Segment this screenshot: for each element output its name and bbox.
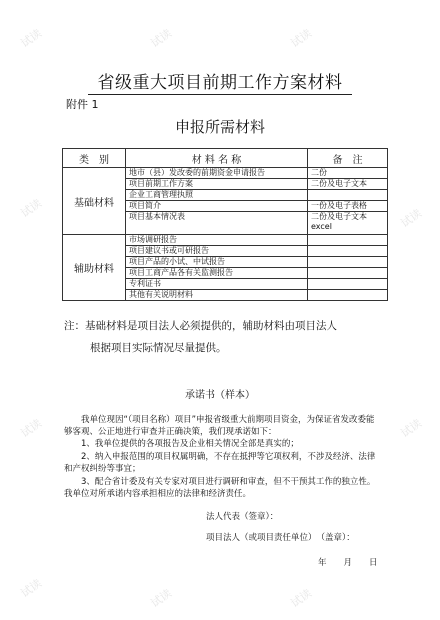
remark-cell — [308, 257, 388, 268]
section-subtitle: 申报所需材料 — [174, 118, 265, 136]
remark-cell: 二份及电子文本 excel — [308, 212, 388, 235]
material-name-cell: 企业工商管理执照 — [126, 190, 308, 201]
material-name-cell: 项目建议书或可研报告 — [126, 246, 308, 257]
document-title: 省级重大项目前期工作方案材料 — [88, 68, 352, 95]
header-remark: 备 注 — [308, 149, 388, 168]
remark-cell: 二份 — [308, 168, 388, 179]
material-name-cell: 项目简介 — [126, 201, 308, 212]
material-name-cell: 项目工商产品各有关监测报告 — [126, 268, 308, 279]
watermark-text: 试读 — [288, 586, 315, 611]
pledge-paragraph-1: 我单位现因“（项目名称）项目”申报省级重大前期项目资金，为保证省发改委能够客观、公正地进行审查并正确决策，我们现承诺如下： — [64, 415, 375, 437]
watermark-text: 试读 — [398, 416, 425, 441]
date-line: 年 月 日 — [318, 558, 378, 568]
remark-cell — [308, 279, 388, 290]
remark-cell — [308, 290, 388, 301]
pledge-paragraph-4: 3、配合省计委及有关专家对项目进行调研和审查，但不干预其工作的独立性。我单位对所承诺内容承担相应的法律和经济责任。 — [64, 477, 376, 499]
watermark-text: 试读 — [398, 206, 425, 231]
pledge-title: 承诺书（样本） — [185, 390, 255, 401]
header-material-name: 材 料 名 称 — [126, 149, 308, 168]
watermark-text: 试读 — [148, 26, 175, 51]
material-name-cell: 项目基本情况表 — [126, 212, 308, 235]
watermark-text: 试读 — [18, 416, 45, 441]
note-line-2: 根据项目实际情况尽量提供。 — [90, 342, 227, 354]
pledge-paragraph-3: 2、纳入申报范围的项目权属明确，不存在抵押等它项权利，不涉及经济、法律和产权纠纷等事宜； — [64, 452, 376, 474]
table-header-row — [63, 149, 388, 168]
material-name-cell: 其他有关说明材料 — [126, 290, 308, 301]
remark-cell — [308, 190, 388, 201]
remark-cell: 一份及电子表格 — [308, 201, 388, 212]
watermark-text: 试读 — [18, 576, 45, 601]
watermark-text: 试读 — [288, 26, 315, 51]
watermark-text: 试读 — [18, 26, 45, 51]
remark-cell — [308, 246, 388, 257]
watermark-text: 试读 — [148, 586, 175, 611]
table-row — [63, 235, 388, 246]
note-line-1: 注：基础材料是项目法人必须提供的，辅助材料由项目法人 — [64, 320, 337, 332]
material-name-cell: 项目产品的小试、中试报告 — [126, 257, 308, 268]
remark-cell: 二份及电子文本 — [308, 179, 388, 190]
material-name-cell: 项目前期工作方案 — [126, 179, 308, 190]
remark-cell — [308, 268, 388, 279]
attachment-label: 附件 1 — [66, 98, 99, 111]
category-cell: 基础材料 — [63, 168, 126, 235]
pledge-paragraph-2: 1、我单位提供的各项报告及企业相关情况全部是真实的； — [81, 439, 299, 449]
material-name-cell: 地市（县）发改委的前期资金申请报告 — [126, 168, 308, 179]
material-name-cell: 市场调研报告 — [126, 235, 308, 246]
remark-cell — [308, 235, 388, 246]
header-category: 类 别 — [63, 149, 126, 168]
material-name-cell: 专利证书 — [126, 279, 308, 290]
materials-table — [62, 148, 388, 301]
watermark-text: 试读 — [18, 196, 45, 221]
project-entity-seal-line: 项目法人（或项目责任单位） （盖章）： — [206, 533, 355, 543]
legal-rep-signature-line: 法人代表（签章）： — [206, 512, 279, 522]
table-row — [63, 168, 388, 179]
category-cell: 辅助材料 — [63, 235, 126, 301]
